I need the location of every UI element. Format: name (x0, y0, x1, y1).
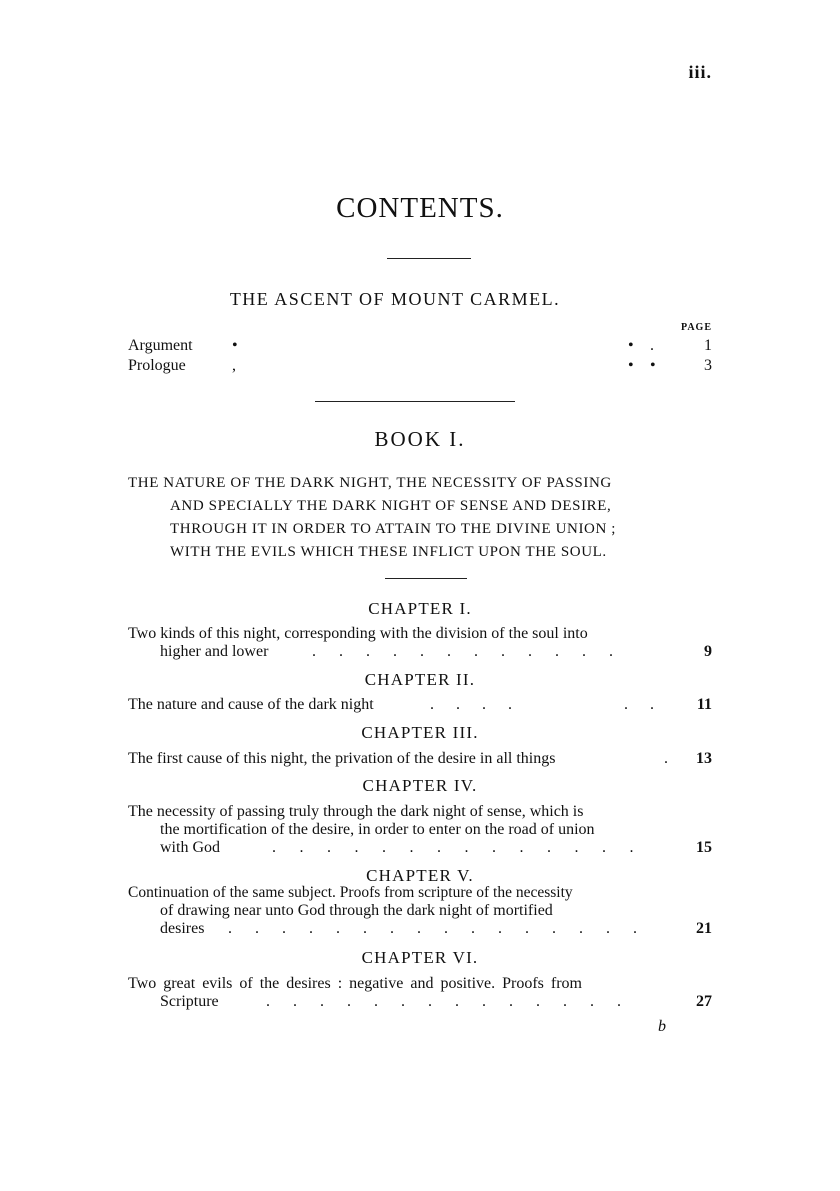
entry-line-last (128, 750, 712, 768)
leader-dot: • (232, 337, 238, 354)
page-number: iii. (688, 62, 712, 82)
chapter-heading: CHAPTER IV. (362, 776, 478, 795)
book-subtitle-line: AND SPECIALLY THE DARK NIGHT OF SENSE AND DESIRE, (170, 498, 612, 514)
entry-line: Two great evils of the desires : negative and positive. Proofs from (128, 975, 582, 992)
chapter-entry (128, 975, 712, 1011)
entry-line: Scripture (160, 993, 219, 1010)
leader-dots: ............ (312, 643, 636, 660)
leader-dots: .............. (272, 839, 657, 856)
divider-short (387, 258, 471, 259)
leader-dot: • (628, 337, 634, 354)
leader-dot: • (628, 357, 634, 374)
leader-dots: .............. (266, 993, 644, 1010)
entry-line: higher and lower (160, 643, 269, 660)
entry-line-last (128, 993, 712, 1011)
leader-dots: .. (624, 696, 676, 713)
entry-page: 11 (696, 696, 712, 713)
divider-short (385, 578, 467, 579)
entry-line: with God (160, 839, 220, 856)
chapter-heading: CHAPTER I. (368, 599, 472, 618)
entry-line: The nature and cause of the dark night (128, 696, 374, 713)
chapter-heading: CHAPTER V. (366, 866, 474, 885)
entry-label: Prologue (128, 357, 186, 374)
part-title: THE ASCENT OF MOUNT CARMEL. (229, 289, 561, 309)
leader-dots: . (664, 750, 668, 767)
entry-label: Argument (128, 337, 193, 354)
chapter-heading: CHAPTER II. (364, 670, 476, 689)
entry-line-last (128, 696, 712, 714)
chapter-entry (128, 625, 712, 661)
chapter-heading: CHAPTER VI. (361, 948, 479, 967)
entry-line: The first cause of this night, the privation of the desire in all things (128, 750, 556, 767)
entry-page: 13 (696, 750, 712, 767)
entry-line: Continuation of the same subject. Proofs from scripture of the necessity (128, 884, 573, 901)
entry-line-last (128, 643, 712, 661)
entry-page: 27 (696, 993, 712, 1010)
entry-page: 9 (704, 643, 712, 660)
entry-line: The necessity of passing truly through the dark night of sense, which is (128, 803, 584, 820)
entry-page: 1 (704, 337, 712, 354)
leader-dot: . (650, 337, 654, 354)
leader-dot: • (650, 357, 656, 374)
chapter-entry (128, 803, 712, 857)
entry-line-last (128, 839, 712, 857)
book-subtitle-line: THE NATURE OF THE DARK NIGHT, THE NECESSITY OF PASSING (128, 475, 612, 491)
chapter-entry (128, 696, 712, 714)
entry-line: Two kinds of this night, corresponding with the division of the soul into (128, 625, 588, 642)
entry-line: desires (160, 920, 205, 937)
leader-dots: ................ (228, 920, 660, 937)
chapter-entry (128, 884, 712, 938)
entry-line: the mortification of the desire, in order to enter on the road of union (160, 821, 595, 838)
chapter-heading: CHAPTER III. (361, 723, 479, 742)
leader-dots: .... (430, 696, 534, 713)
page-column-label: PAGE (680, 322, 712, 333)
book-subtitle (128, 472, 688, 564)
entry-line: of drawing near unto God through the dark night of mortified (160, 902, 553, 919)
divider-long (315, 401, 515, 402)
book-subtitle-line: WITH THE EVILS WHICH THESE INFLICT UPON THE SOUL. (170, 544, 607, 560)
front-matter-argument (128, 336, 712, 356)
entry-page: 3 (704, 357, 712, 374)
leader-dot: , (232, 357, 236, 374)
book-subtitle-line: THROUGH IT IN ORDER TO ATTAIN TO THE DIVINE UNION ; (170, 521, 617, 537)
front-matter-prologue (128, 356, 712, 376)
page-title: CONTENTS. (336, 192, 504, 224)
chapter-entry (128, 750, 712, 768)
signature-mark: b (658, 1018, 666, 1035)
book-title: BOOK I. (374, 427, 466, 451)
entry-page: 21 (696, 920, 712, 937)
entry-page: 15 (696, 839, 712, 856)
entry-line-last (128, 920, 712, 938)
